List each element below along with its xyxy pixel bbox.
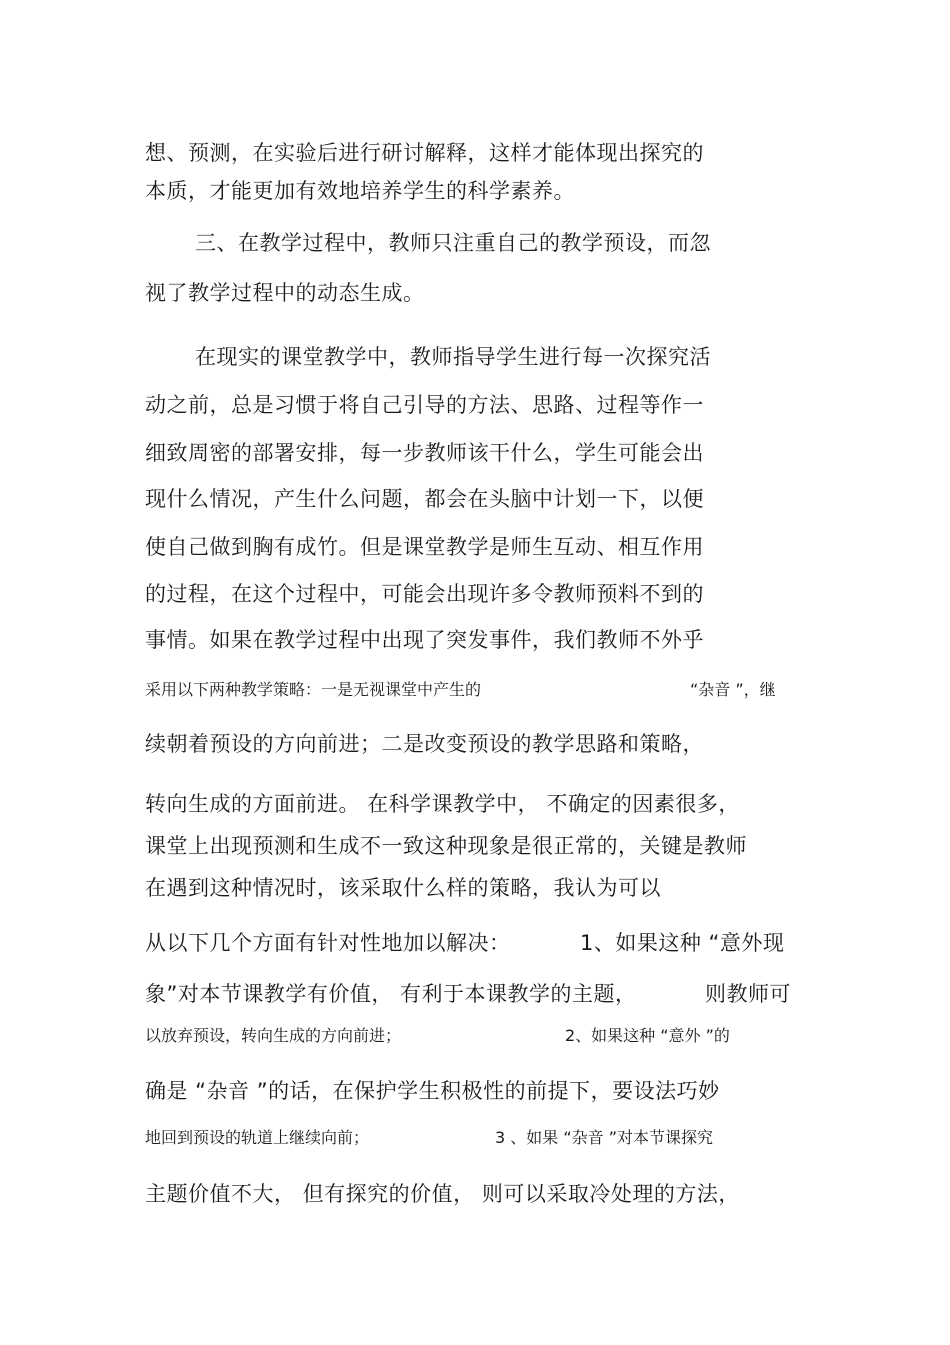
text-segment: 以放弃预设，转向生成的方向前进；: [145, 1026, 402, 1045]
text-segment: 象”对本节课教学有价值， 有利于本课教学的主题，: [145, 982, 637, 1006]
section-heading-line: 视了教学过程中的动态生成。: [145, 281, 425, 305]
text-line: 细致周密的部署安排，每一步教师该干什么，学生可能会出: [145, 441, 704, 465]
text-line: 事情。如果在教学过程中出现了突发事件，我们教师不外乎: [145, 628, 704, 652]
text-line: 课堂上出现预测和生成不一致这种现象是很正常的，关键是教师: [145, 834, 747, 858]
text-line: 确是 “杂音 ”的话，在保护学生积极性的前提下，要设法巧妙: [145, 1079, 720, 1103]
text-line: 的过程，在这个过程中，可能会出现许多令教师预料不到的: [145, 582, 704, 606]
text-segment: 1、如果这种 “意外现: [580, 931, 785, 955]
text-line: 在遇到这种情况时，该采取什么样的策略，我认为可以: [145, 876, 661, 900]
text-segment: 地回到预设的轨道上继续向前；: [145, 1128, 370, 1147]
text-line: 在现实的课堂教学中，教师指导学生进行每一次探究活: [195, 345, 711, 369]
text-segment: 从以下几个方面有针对性地加以解决：: [145, 931, 511, 955]
text-line: 使自己做到胸有成竹。但是课堂教学是师生互动、相互作用: [145, 535, 704, 559]
text-line: 转向生成的方面前进。 在科学课教学中， 不确定的因素很多，: [145, 792, 740, 816]
text-segment: 3 、如果 “杂音 ”对本节课探究: [495, 1128, 714, 1147]
text-segment: “杂音 ”，继: [690, 680, 776, 699]
text-segment: 2、如果这种 “意外 ”的: [565, 1026, 730, 1045]
section-heading-line: 三、在教学过程中，教师只注重自己的教学预设，而忽: [195, 231, 711, 255]
text-line: 现什么情况，产生什么问题，都会在头脑中计划一下，以便: [145, 487, 704, 511]
text-line: 动之前，总是习惯于将自己引导的方法、思路、过程等作一: [145, 393, 704, 417]
text-line: 主题价值不大， 但有探究的价值， 则可以采取冷处理的方法，: [145, 1182, 740, 1206]
text-segment: 采用以下两种教学策略：一是无视课堂中产生的: [145, 680, 482, 699]
text-line: 本质，才能更加有效地培养学生的科学素养。: [145, 179, 575, 203]
text-segment: 则教师可: [705, 982, 791, 1006]
text-line: 想、预测，在实验后进行研讨解释，这样才能体现出探究的: [145, 141, 704, 165]
text-line: 续朝着预设的方向前进；二是改变预设的教学思路和策略，: [145, 732, 704, 756]
